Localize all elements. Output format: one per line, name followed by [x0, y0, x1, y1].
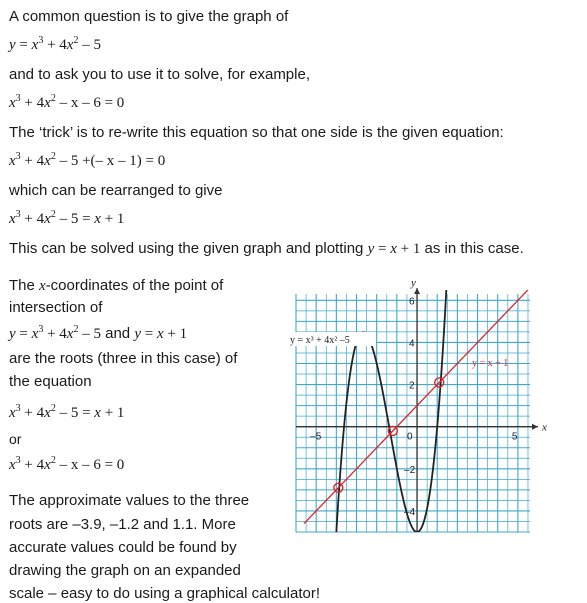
x-tick-label: 5 [511, 431, 518, 443]
y-tick-label: –2 [404, 464, 416, 476]
intersection-text: intersection of [9, 299, 103, 316]
y-tick-label: 4 [409, 338, 415, 350]
x-axis-label: x [542, 421, 547, 434]
cubic-line-graph [284, 277, 547, 548]
question-text: and to ask you to use it to solve, for example, [9, 66, 310, 83]
trick-text: The ‘trick’ is to re-write this equation so that one side is the given equation: [9, 124, 504, 141]
y-tick-label: 6 [409, 296, 415, 308]
intersection-equations: $y = x^3 + 4x^2 - 5$ and y = x + 1 [9, 324, 188, 342]
approx-text-2: roots are –3.9, –1.2 and 1.1. More [9, 516, 236, 533]
equation-word: the equation [9, 373, 92, 390]
equation-to-solve: $x^3 + 4x^2 - x - 6 = 0$ [9, 93, 125, 111]
equation-rearranged: $x^3 + 4x^2 - 5 = x + 1$ [9, 209, 125, 227]
x-tick-label: 0 [407, 431, 413, 443]
cubic-curve [312, 136, 453, 603]
plotting-text: This can be solved using the given graph and plotting y = x + 1 as in this case. [9, 240, 524, 257]
grid [296, 294, 530, 532]
approx-text-5: scale – easy to do using a graphical calculator! [9, 585, 321, 602]
y-tick-label: –4 [404, 506, 416, 518]
or-text: or [9, 431, 22, 447]
y-tick-label: 2 [409, 380, 415, 392]
x-tick-label: –5 [310, 431, 322, 443]
axes [296, 288, 538, 532]
equation-to-solve-2: $x^3 + 4x^2 - x - 6 = 0$ [9, 455, 125, 473]
y-axis-label: y [411, 277, 416, 289]
cubic-series-label: y = x³ + 4x² –5 [290, 335, 350, 346]
approx-text-4: drawing the graph on an expanded [9, 562, 241, 579]
equation-rewritten: $x^3 + 4x^2 - 5$ +(– x – 1) = 0 [9, 151, 166, 169]
roots-text: are the roots (three in this case) of [9, 350, 238, 367]
approx-text-1: The approximate values to the three [9, 492, 250, 509]
equation-rearranged-2: $x^3 + 4x^2 - 5 = x + 1$ [9, 403, 125, 421]
approx-text-3: accurate values could be found by [9, 539, 237, 556]
line-series-label: y = x + 1 [472, 358, 509, 369]
xcoord-text: The x-coordinates of the point of [9, 277, 224, 294]
rearranged-text: which can be rearranged to give [9, 182, 223, 199]
graph-svg [284, 277, 547, 548]
intro-text: A common question is to give the graph of [9, 8, 289, 25]
equation-cubic: $y = x^3 + 4x^2 - 5$ [9, 35, 101, 53]
x-axis-arrow [532, 424, 538, 430]
